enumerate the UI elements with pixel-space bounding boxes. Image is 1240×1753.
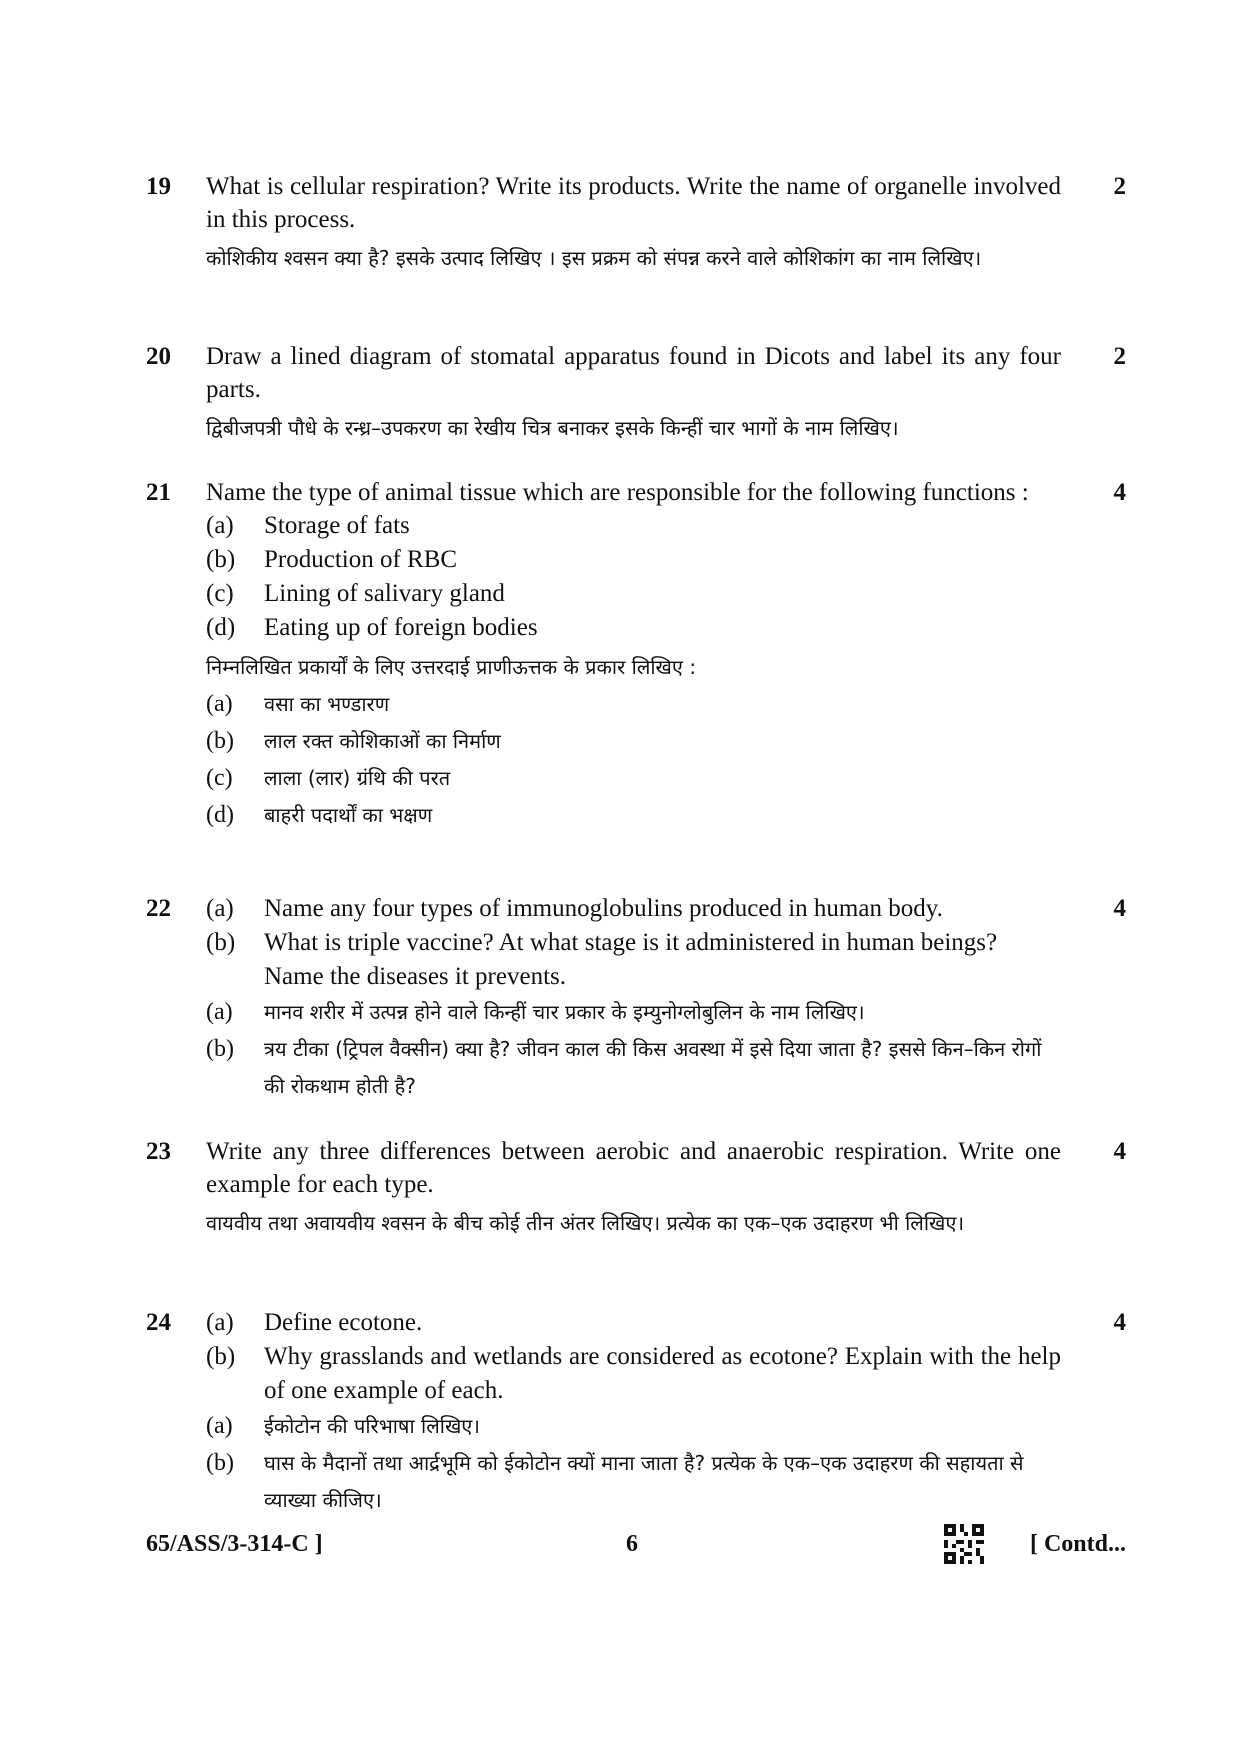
qr-code-icon <box>944 1524 984 1564</box>
sub-item-label: (d) <box>206 614 236 641</box>
sub-item-text: लाला (लार) ग्रंथि की परत <box>264 766 451 790</box>
sub-item-text: Lining of salivary gland <box>264 580 505 607</box>
sub-item-text: Production of RBC <box>264 546 458 573</box>
question-number: 23 <box>146 1138 171 1165</box>
sub-item-text: वसा का भण्डारण <box>264 692 390 716</box>
sub-item <box>206 509 1061 543</box>
question-text-english: What is cellular respiration? Write its products. Write the name of organelle involved in this process. <box>206 173 1061 233</box>
sub-item-label: (b) <box>206 1450 234 1476</box>
sub-item-text: त्रय टीका (ट्रिपल वैक्सीन) क्या है? जीवन काल की किस अवस्था में इसे दिया जाता है? इससे किन–किन रोगों की रोकथाम होती है? <box>264 1037 1042 1098</box>
question-marks: 2 <box>1113 343 1126 370</box>
question-text-english: Write any three differences between aerobic and anaerobic respiration. Write one example for each type. <box>206 1138 1061 1198</box>
question-number: 24 <box>146 1309 171 1336</box>
sub-item <box>206 760 1061 797</box>
question-text-hindi: वायवीय तथा अवायवीय श्वसन के बीच कोई तीन अंतर लिखिए। प्रत्येक का एक–एक उदाहरण भी लिखिए। <box>206 1211 965 1235</box>
question-23 <box>146 1135 1126 1242</box>
sub-item <box>206 1306 1061 1340</box>
question-number: 19 <box>146 173 171 200</box>
sub-item-text: बाहरी पदार्थों का भक्षण <box>264 803 433 827</box>
sub-item-text: मानव शरीर में उत्पन्न होने वाले किन्हीं चार प्रकार के इम्युनोग्लोबुलिन के नाम लिखिए। <box>264 1000 865 1024</box>
sub-item-text: Why grasslands and wetlands are considered as ecotone? Explain with the help of one example of each. <box>264 1343 1061 1404</box>
sub-item-label: (a) <box>206 999 233 1025</box>
question-marks: 4 <box>1113 479 1126 506</box>
question-text-english: Draw a lined diagram of stomatal apparatus found in Dicots and label its any four parts. <box>206 343 1061 403</box>
sub-item-label: (a) <box>206 691 233 717</box>
sub-item-text: Eating up of foreign bodies <box>264 614 538 641</box>
sub-item-label: (a) <box>206 512 234 539</box>
sub-item-label: (c) <box>206 580 234 607</box>
question-text-english: Name the type of animal tissue which are responsible for the following functions : <box>206 479 1029 506</box>
question-text-hindi: द्विबीजपत्री पौधे के रन्ध्र–उपकरण का रेखीय चित्र बनाकर इसके किन्हीं चार भागों के नाम लिखिए। <box>206 416 899 440</box>
sub-item <box>206 1408 1061 1445</box>
sub-item <box>206 1031 1061 1105</box>
sub-item-label: (a) <box>206 895 234 922</box>
sub-item <box>206 686 1061 723</box>
sub-item <box>206 994 1061 1031</box>
question-21 <box>146 476 1126 834</box>
sub-item-text: Storage of fats <box>264 512 410 539</box>
question-19 <box>146 170 1126 277</box>
question-text-hindi: कोशिकीय श्वसन क्या है? इसके उत्पाद लिखिए । इस प्रक्रम को संपन्न करने वाले कोशिकांग का नाम लिखिए। <box>206 246 982 270</box>
sub-item-text: Define ecotone. <box>264 1309 423 1336</box>
continued-label: [ Contd... <box>1029 1531 1126 1557</box>
question-marks: 4 <box>1113 1309 1126 1336</box>
sub-item-text: Name any four types of immunoglobulins produced in human body. <box>264 895 943 922</box>
page-number: 6 <box>626 1531 638 1557</box>
sub-item <box>206 543 1061 577</box>
sub-item-text: लाल रक्त कोशिकाओं का निर्माण <box>264 729 501 753</box>
sub-item <box>206 892 1061 926</box>
sub-item <box>206 797 1061 834</box>
sub-item-text: What is triple vaccine? At what stage is it administered in human beings? Name the diseases it prevents. <box>264 929 998 990</box>
sub-item-label: (b) <box>206 728 234 754</box>
sub-item-text: घास के मैदानों तथा आर्द्रभूमि को ईकोटोन क्यों माना जाता है? प्रत्येक के एक–एक उदाहरण की सहायता से व्याख्या कीजिए। <box>264 1451 1024 1512</box>
sub-item-label: (b) <box>206 929 236 956</box>
sub-item-label: (b) <box>206 1036 234 1062</box>
paper-code: 65/ASS/3-314-C ] <box>146 1531 323 1557</box>
question-number: 22 <box>146 895 171 922</box>
sub-item <box>206 723 1061 760</box>
question-marks: 2 <box>1113 173 1126 200</box>
sub-item-label: (d) <box>206 802 234 828</box>
question-24 <box>146 1306 1126 1519</box>
sub-item <box>206 577 1061 611</box>
sub-item-label: (a) <box>206 1413 233 1439</box>
question-marks: 4 <box>1113 1138 1126 1165</box>
question-number: 20 <box>146 343 171 370</box>
sub-item-label: (c) <box>206 765 233 791</box>
sub-item-label: (b) <box>206 1343 236 1370</box>
question-number: 21 <box>146 479 171 506</box>
sub-item-label: (a) <box>206 1309 234 1336</box>
question-text-hindi: निम्नलिखित प्रकार्यों के लिए उत्तरदाई प्राणीऊत्तक के प्रकार लिखिए : <box>206 655 697 679</box>
sub-item <box>206 1340 1061 1408</box>
question-marks: 4 <box>1113 895 1126 922</box>
sub-item <box>206 1445 1061 1519</box>
page-footer <box>146 1524 1126 1564</box>
question-20 <box>146 340 1126 447</box>
question-22 <box>146 892 1126 1105</box>
sub-item <box>206 611 1061 645</box>
sub-item <box>206 926 1061 994</box>
sub-item-text: ईकोटोन की परिभाषा लिखिए। <box>264 1414 480 1438</box>
sub-item-label: (b) <box>206 546 236 573</box>
